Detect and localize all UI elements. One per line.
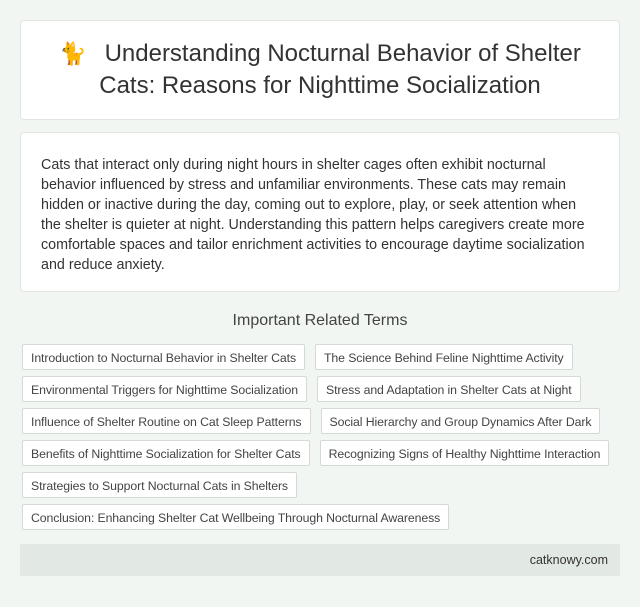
- term-tag[interactable]: The Science Behind Feline Nighttime Activity: [315, 344, 573, 370]
- page-title-text: Understanding Nocturnal Behavior of Shelter Cats: Reasons for Nighttime Socialization: [99, 40, 581, 99]
- title-card: [20, 20, 620, 120]
- term-row: [22, 376, 622, 402]
- term-tag[interactable]: Strategies to Support Nocturnal Cats in Shelters: [22, 472, 297, 498]
- term-tag[interactable]: Conclusion: Enhancing Shelter Cat Wellbeing Through Nocturnal Awareness: [22, 504, 449, 530]
- footer: [20, 544, 620, 576]
- term-row: [22, 408, 622, 434]
- term-row: [22, 344, 622, 370]
- footer-site-name[interactable]: catknowy.com: [529, 553, 608, 567]
- term-tag[interactable]: Stress and Adaptation in Shelter Cats at Night: [317, 376, 581, 402]
- term-tag[interactable]: Social Hierarchy and Group Dynamics After Dark: [321, 408, 601, 434]
- related-terms-list: [22, 344, 622, 536]
- term-tag[interactable]: Introduction to Nocturnal Behavior in Shelter Cats: [22, 344, 305, 370]
- term-tag[interactable]: Benefits of Nighttime Socialization for Shelter Cats: [22, 440, 310, 466]
- term-row: [22, 440, 622, 466]
- term-tag[interactable]: Environmental Triggers for Nighttime Socialization: [22, 376, 307, 402]
- term-tag[interactable]: Recognizing Signs of Healthy Nighttime Interaction: [320, 440, 610, 466]
- term-tag[interactable]: Influence of Shelter Routine on Cat Sleep Patterns: [22, 408, 311, 434]
- related-terms-heading: Important Related Terms: [232, 312, 408, 329]
- description-text: Cats that interact only during night hours in shelter cages often exhibit nocturnal behavior influenced by stress and unfamiliar environments. These cats may remain hidden or inactive during the day, coming out to explore, play, or seek attention when the shelter is quieter at night. Understanding this pattern helps caregivers create more comfortable spaces and tailor enrichment activities to encourage daytime socialization and reduce anxiety.: [41, 157, 585, 273]
- cat-icon: 🐈: [59, 41, 87, 66]
- term-row: [22, 472, 622, 498]
- page-title: [45, 38, 595, 102]
- term-row: [22, 504, 622, 530]
- description-card: [20, 132, 620, 292]
